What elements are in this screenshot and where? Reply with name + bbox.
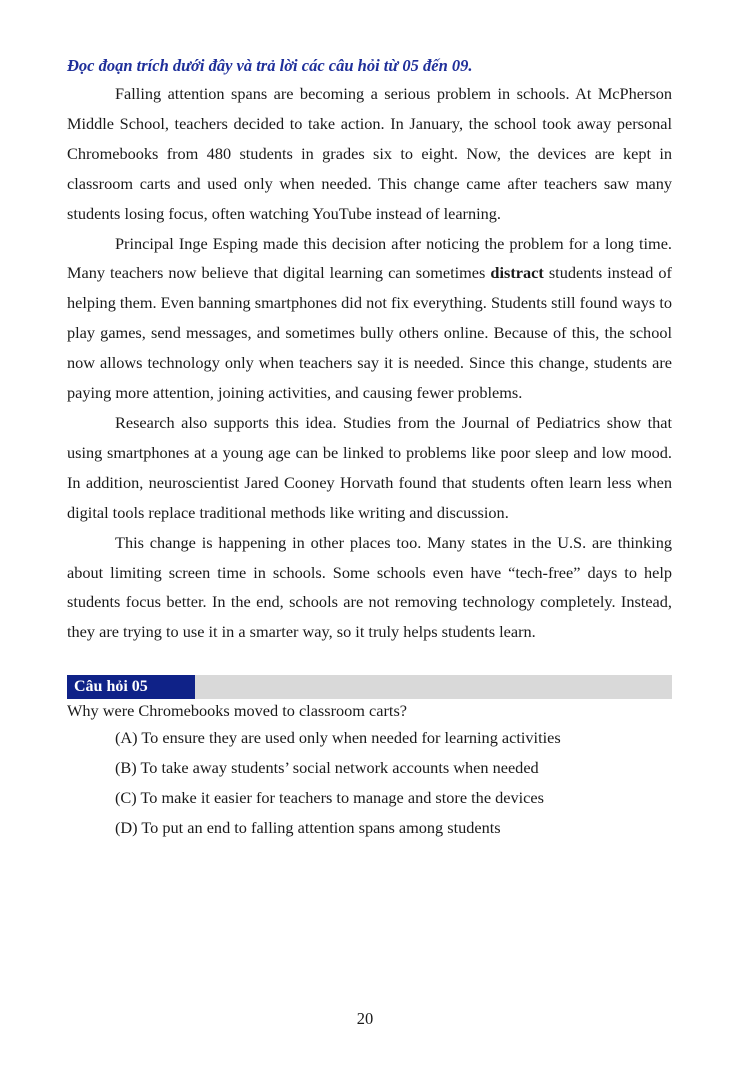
answer-option-d: (D) To put an end to falling attention spans among students xyxy=(115,817,501,837)
answer-option-c: (C) To make it easier for teachers to manage and store the devices xyxy=(115,788,544,808)
answer-option-a: (A) To ensure they are used only when needed for learning activities xyxy=(115,728,561,748)
passage-paragraph-1: Falling attention spans are becoming a serious problem in schools. At McPherson Middle School, teachers decided to take action. In January, the school took away personal Chromebooks from 480 students in grades six to eight. Now, the devices are kept in classroom carts and used only when needed. This change came after teachers saw many students losing focus, often watching YouTube instead of learning. xyxy=(67,84,672,223)
passage-paragraph-3: Research also supports this idea. Studies from the Journal of Pediatrics show that using smartphones at a young age can be linked to problems like poor sleep and low mood. In addition, neuroscientist Jared Cooney Horvath found that students often learn less when digital tools replace traditional methods like writing and discussion. xyxy=(67,412,672,522)
answer-options xyxy=(67,723,672,843)
question-header-bar xyxy=(67,675,672,699)
page-content xyxy=(67,53,672,843)
answer-option-b: (B) To take away students’ social network accounts when needed xyxy=(115,758,539,778)
page-number: 20 xyxy=(356,1009,374,1028)
paragraph-2-text-after: students instead of helping them. Even banning smartphones did not fix everything. Students still found ways to play games, send messages, and sometimes bully others online. Because of this, the school now allows technology only when teachers say it is needed. Since this change, students are paying more attention, joining activities, and causing fewer problems. xyxy=(67,263,672,403)
bold-word-distract: distract xyxy=(490,263,544,283)
passage-paragraph-2 xyxy=(67,229,672,408)
passage-paragraph-4: This change is happening in other places too. Many states in the U.S. are thinking about limiting screen time in schools. Some schools even have “tech-free” days to help students focus better. In the end, schools are not removing technology completely. Instead, they are trying to use it in a smarter way, so it truly helps students learn. xyxy=(67,532,672,642)
reading-instruction: Đọc đoạn trích dưới đây và trả lời các câu hỏi từ 05 đến 09. xyxy=(67,56,473,75)
question-text: Why were Chromebooks moved to classroom carts? xyxy=(67,701,408,721)
paragraph-2-text-before: Principal Inge Esping made this decision after noticing the problem for a long time. Many teachers now believe that digital learning can sometimes xyxy=(67,233,672,283)
question-label: Câu hỏi 05 xyxy=(67,675,195,699)
